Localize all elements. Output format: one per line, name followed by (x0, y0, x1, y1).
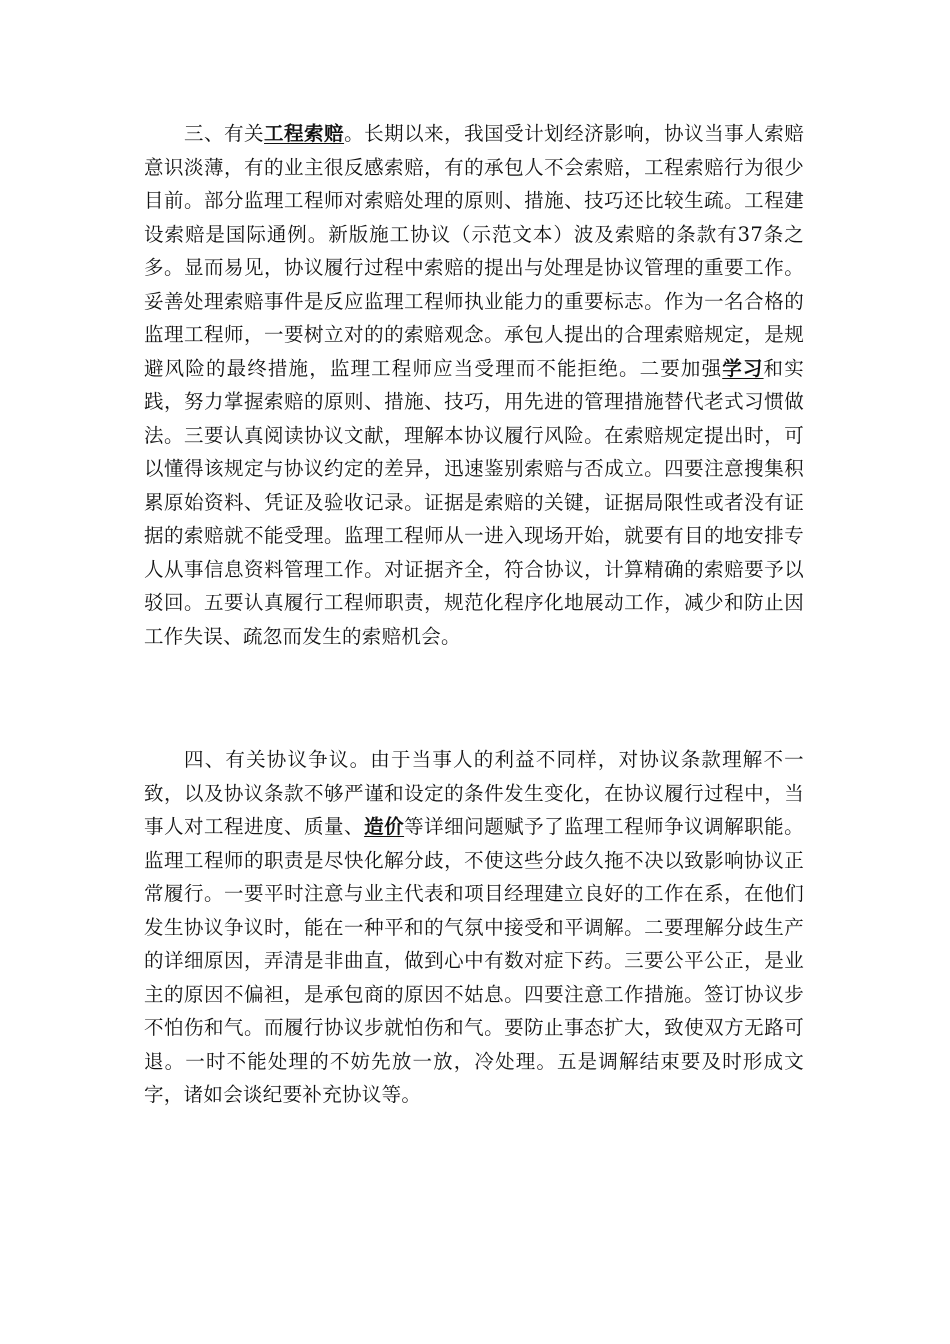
text-segment: 等详细问题赋予了监理工程师争议调解职能。监理工程师的职责是尽快化解分歧，不使这些分歧久拖不决以致影响协议正常履行。一要平时注意与业主代表和项目经理建立良好的工作在系，在他们发生协议争议时，能在一种平和的气氛中接受和平调解。二要理解分歧生产的详细原因，弄清是非曲直，做到心中有数对症下药。三要公平公正，是业主的原因不偏袒，是承包商的原因不姑息。四要注意工作措施。签订协议步不怕伤和气。而履行协议步就怕伤和气。要防止事态扩大，致使双方无路可退。一时不能处理的不妨先放一放，冷处理。五是调解结束要及时形成文字，诸如会谈纪要补充协议等。 (144, 815, 804, 1106)
link-engineering-claims[interactable]: 工程索赔 (264, 122, 345, 145)
link-cost[interactable]: 造价 (364, 815, 405, 838)
paragraph-claims (144, 117, 804, 653)
text-segment: 三、有关 (184, 122, 265, 145)
text-segment: 和实践，努力掌握索赔的原则、措施、技巧，用先进的管理措施替代老式习惯做法。三要认真阅读协议文献，理解本协议履行风险。在索赔规定提出时，可以懂得该规定与协议约定的差异，迅速鉴别索赔与否成立。四要注意搜集积累原始资料、凭证及验收记录。证据是索赔的关键，证据局限性或者没有证据的索赔就不能受理。监理工程师从一进入现场开始，就要有目的地安排专人从事信息资料管理工作。对证据齐全，符合协议，计算精确的索赔要予以驳回。五要认真履行工程师职责，规范化程序化地展动工作，减少和防止因工作失误、疏忽而发生的索赔机会。 (144, 356, 804, 648)
text-segment: 四、有关协议争议。由于当事人的利益不同样，对协议条款理解不一致，以及协议条款不够严谨和设定的条件发生变化，在协议履行过程中，当事人对工程进度、质量、 (144, 748, 804, 838)
paragraph-disputes (144, 743, 804, 1112)
text-segment: 。长期以来，我国受计划经济影响，协议当事人索赔意识淡薄，有的业主很反感索赔，有的承包人不会索赔，工程索赔行为很少目前。部分监理工程师对索赔处理的原则、措施、技巧还比较生疏。工程建设索赔是国际通例。新版施工协议（示范文本）波及索赔的条款有37条之多。显而易见，协议履行过程中索赔的提出与处理是协议管理的重要工作。妥善处理索赔事件是反应监理工程师执业能力的重要标志。作为一名合格的监理工程师，一要树立对的的索赔观念。承包人提出的合理索赔规定，是规避风险的最终措施，监理工程师应当受理而不能拒绝。二要加强 (144, 122, 805, 380)
link-study[interactable]: 学习 (722, 356, 764, 380)
